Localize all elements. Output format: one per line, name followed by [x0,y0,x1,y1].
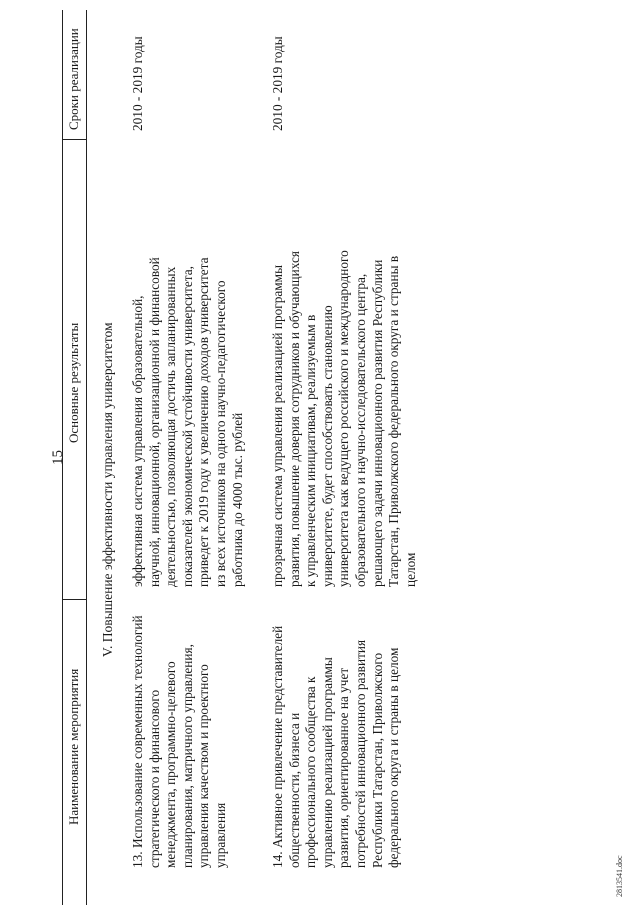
text-line: деятельностью, позволяющая достичь запланированных [163,266,179,587]
table-top-border [62,10,63,905]
row-14-results [270,157,419,587]
text-line: развития, ориентированное на учет [336,667,352,868]
text-line: менеджмента, программно-целевого [163,661,179,868]
text-line: управления [212,802,228,868]
text-line: университете, будет способствовать становлению [319,305,335,587]
text-line: целом [402,552,418,587]
text-line: управлению реализацией программы [319,657,335,868]
text-line: развития, повышение доверия сотрудников и обучающихся [286,250,302,587]
text-line: потребностей инновационного развития [352,639,368,868]
text-line: приведет к 2019 году к увеличению доходов университета [196,257,212,587]
text-line: 14. Активное привлечение представителей [270,625,285,868]
text-line: университета как ведущего российского и международного [336,250,352,587]
text-line: федерального округа и страны в целом [386,647,402,868]
column-divider-2 [62,139,86,140]
text-line: планирования, матричного управления, [179,644,195,868]
column-divider-1 [62,599,86,600]
header-name: Наименование мероприятия [66,668,81,825]
table-header-border [86,10,87,905]
row-14-name [270,610,403,868]
text-line: управления качеством и проектного [196,664,212,868]
text-line: работника до 4000 тыс. рублей [229,412,245,587]
text-line: показателей экономической устойчивости университета, [179,266,195,587]
text-line: прозрачная система управления реализацией программы [270,264,285,587]
row-13-results [130,157,246,587]
text-line: общественности, бизнеса и [286,712,302,868]
text-line: из всех источников на одного научно-педагогического [212,280,228,587]
header-results: Основные результаты [66,322,81,443]
text-line: стратегического и финансового [146,689,162,868]
text-line: образовательного и научно-исследовательского центра, [352,273,368,587]
header-terms: Сроки реализации [66,28,81,130]
document-id: 2813541.doc [615,855,624,897]
row-13-name [130,610,230,868]
page-number: 15 [50,450,66,465]
text-line: Татарстан, Приволжского федерального округа и страны в [386,255,402,587]
row-14-term: 2010 - 2019 годы [270,36,285,131]
row-13-term: 2010 - 2019 годы [130,36,145,131]
text-line: решающего задачи инновационного развития Республики [369,259,385,587]
text-line: Республики Татарстан, Приволжского [369,652,385,868]
text-line: профессионального сообщества к [303,676,319,868]
section-title: V. Повышение эффективности управления университетом [100,322,115,657]
text-line: научной, инновационной, организационной и финансовой [146,257,162,587]
text-line: к управленческим инициативам, реализуемым в [303,314,319,587]
text-line: эффективная система управления образовательной, [130,295,145,587]
text-line: 13. Использование современных технологий [130,615,145,868]
